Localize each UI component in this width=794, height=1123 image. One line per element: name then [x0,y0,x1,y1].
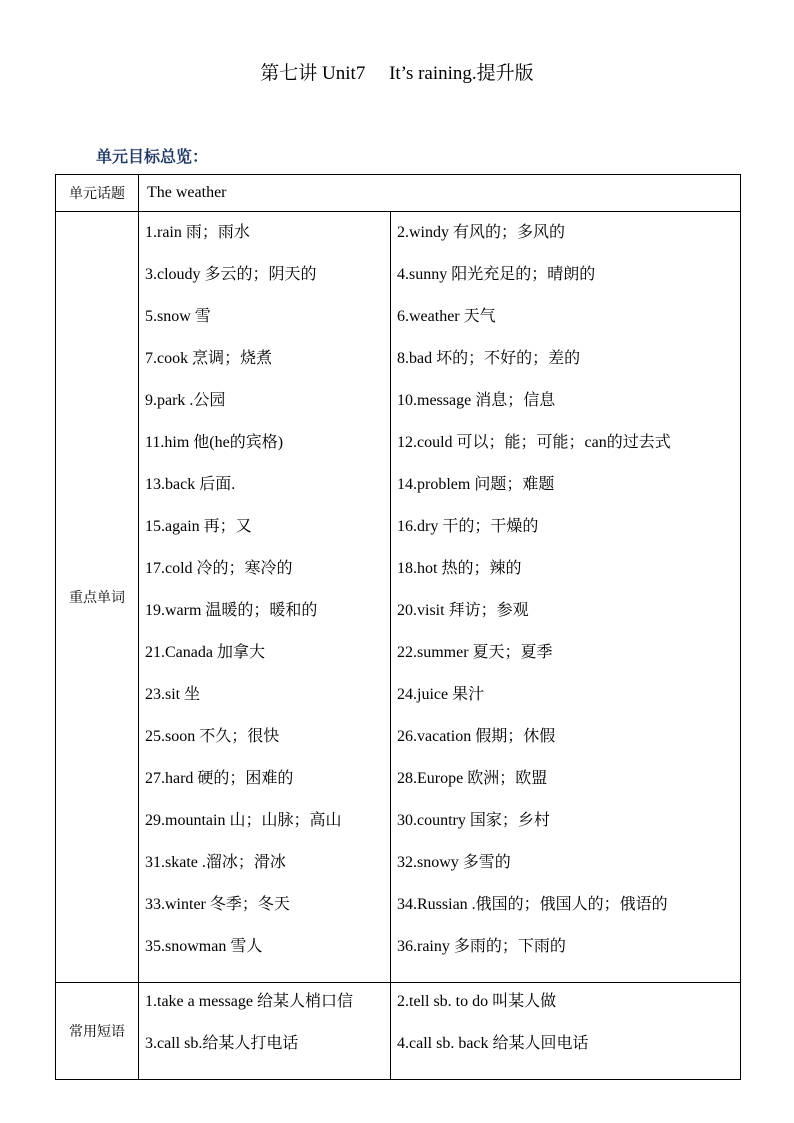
phrase-item: 2.tell sb. to do 叫某人做 [397,993,557,1010]
vocab-item: 31.skate .溜冰；滑冰 [145,854,286,871]
vocab-item: 12.could 可以；能；可能；can的过去式 [397,434,671,451]
vocab-item: 23.sit 坐 [145,686,201,703]
phrase-item: 1.take a message 给某人梢口信 [145,993,353,1010]
vocab-item: 4.sunny 阳光充足的；晴朗的 [397,266,596,283]
vocab-item: 16.dry 干的；干燥的 [397,518,539,535]
vocab-item: 10.message 消息；信息 [397,392,556,409]
phrase-right-column [391,983,741,1080]
vocab-right-column [391,212,741,983]
vocab-item: 26.vacation 假期；休假 [397,728,556,745]
vocab-item: 7.cook 烹调；烧煮 [145,350,273,367]
document-title: 第七讲 Unit7 It’s raining.提升版 [260,63,534,84]
phrase-row [56,983,741,1080]
vocab-item: 13.back 后面. [145,476,236,493]
vocab-item: 8.bad 坏的；不好的；差的 [397,350,581,367]
phrase-label: 常用短语 [56,983,139,1080]
vocab-row [56,212,741,983]
vocab-left-column [139,212,391,983]
vocab-item: 20.visit 拜访；参观 [397,602,529,619]
vocab-item: 24.juice 果汁 [397,686,485,703]
vocab-item: 33.winter 冬季；冬天 [145,896,290,913]
vocab-item: 29.mountain 山；山脉；高山 [145,812,342,829]
vocab-item: 5.snow 雪 [145,308,211,325]
vocab-item: 27.hard 硬的；困难的 [145,770,294,787]
vocab-item: 34.Russian .俄国的；俄国人的；俄语的 [397,896,668,913]
vocab-item: 1.rain 雨；雨水 [145,224,250,241]
topic-label: 单元话题 [56,175,139,212]
vocab-item: 21.Canada 加拿大 [145,644,265,661]
vocab-item: 30.country 国家；乡村 [397,812,550,829]
vocab-item: 6.weather 天气 [397,308,496,325]
vocab-item: 11.him 他(he的宾格) [145,434,284,451]
phrase-left-column [139,983,391,1080]
vocab-item: 17.cold 冷的；寒冷的 [145,560,293,577]
vocab-item: 18.hot 热的；辣的 [397,560,522,577]
vocab-label: 重点单词 [56,212,139,983]
vocab-item: 35.snowman 雪人 [145,938,263,955]
vocab-item: 22.summer 夏天；夏季 [397,644,553,661]
phrase-item: 4.call sb. back 给某人回电话 [397,1035,589,1052]
vocab-item: 15.again 再；又 [145,518,252,535]
vocab-item: 3.cloudy 多云的；阴天的 [145,266,317,283]
vocab-item: 36.rainy 多雨的；下雨的 [397,938,566,955]
phrase-item: 3.call sb.给某人打电话 [145,1035,299,1052]
topic-row [56,175,741,212]
section-heading: 单元目标总览： [96,147,209,166]
vocab-item: 25.soon 不久；很快 [145,728,280,745]
overview-table [55,174,741,1080]
vocab-item: 28.Europe 欧洲；欧盟 [397,770,548,787]
topic-value: The weather [139,175,741,212]
vocab-item: 32.snowy 多雪的 [397,854,511,871]
vocab-item: 9.park .公园 [145,392,226,409]
vocab-item: 14.problem 问题；难题 [397,476,555,493]
vocab-item: 2.windy 有风的；多风的 [397,224,566,241]
vocab-item: 19.warm 温暖的；暖和的 [145,602,318,619]
